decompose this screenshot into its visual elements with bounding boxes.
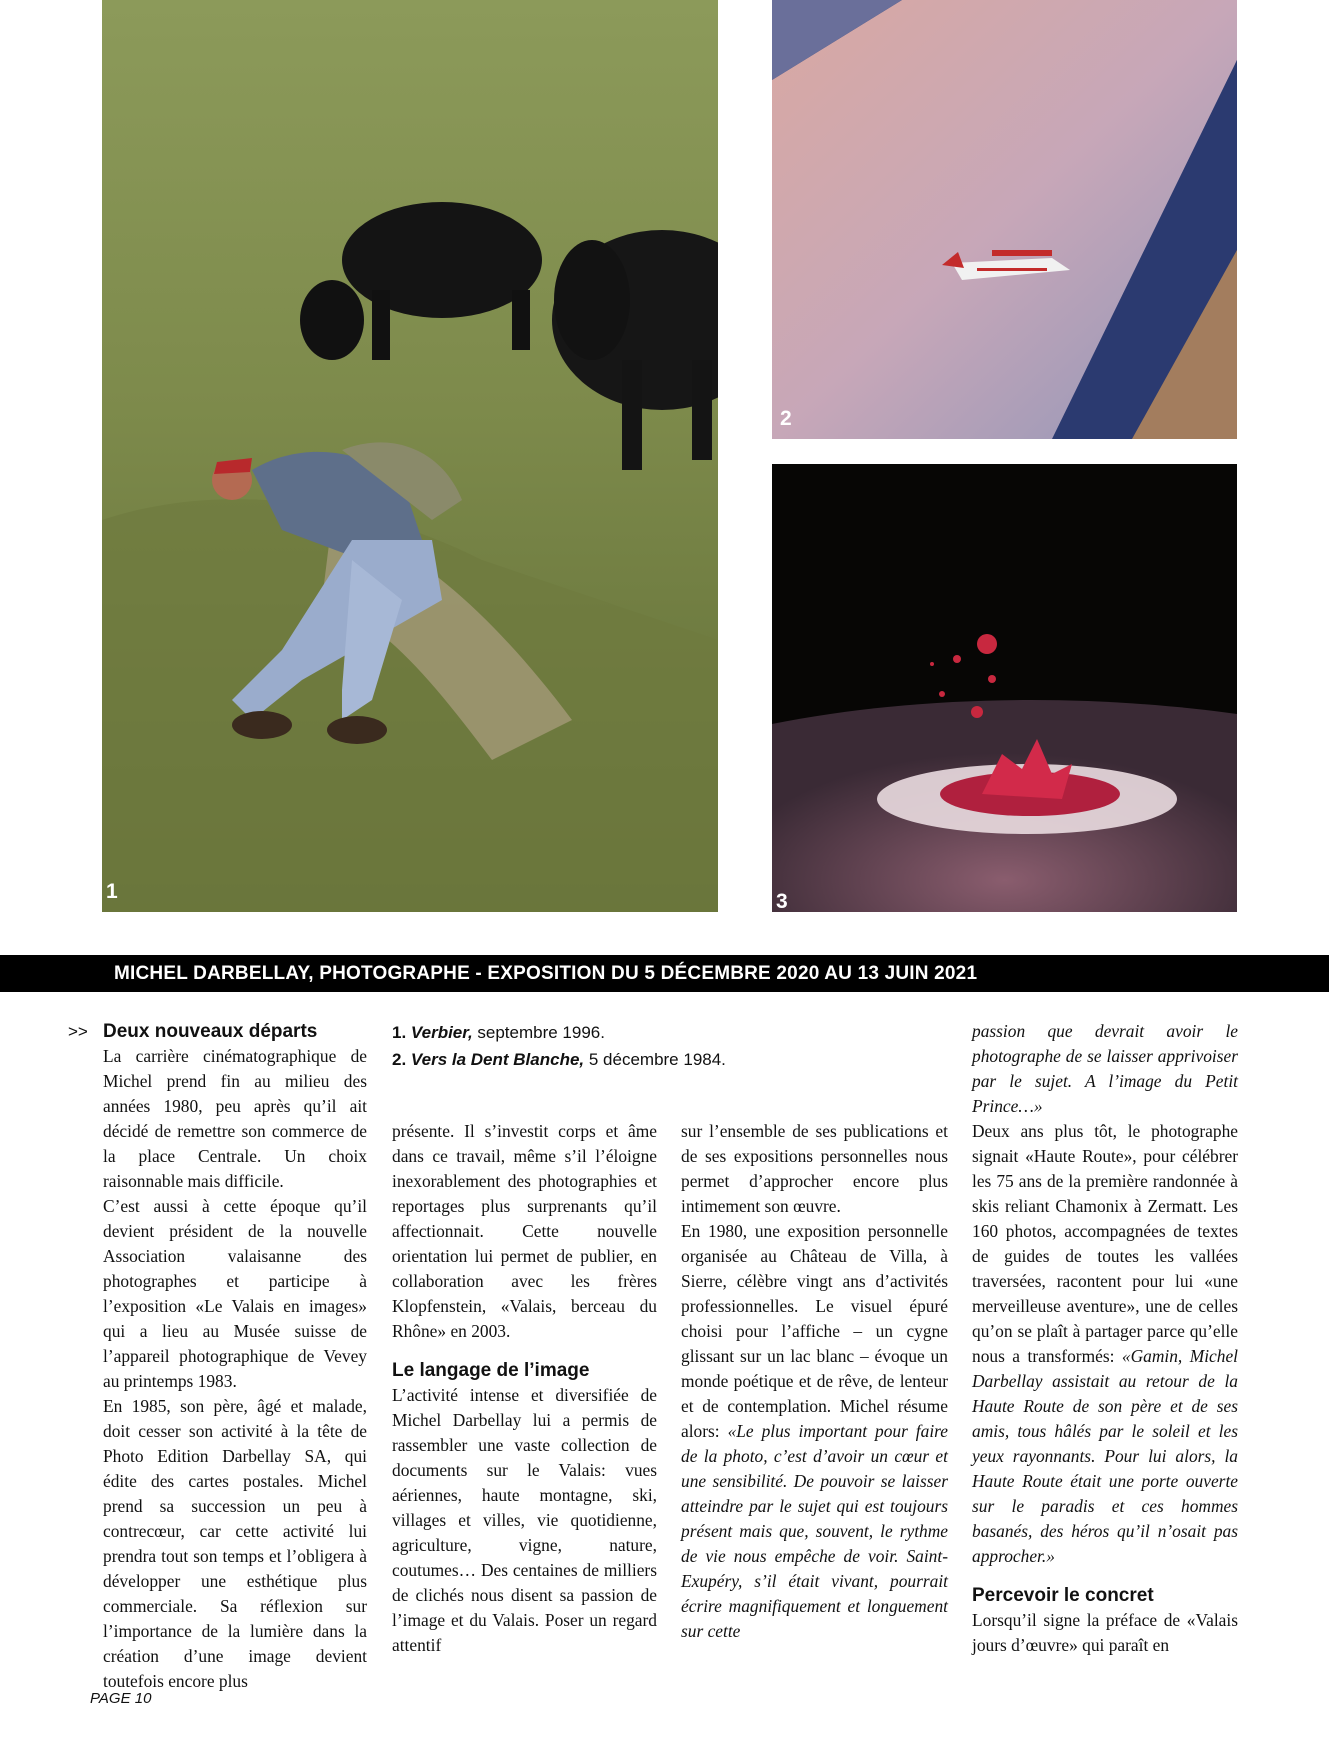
text-column-1 bbox=[103, 1019, 367, 1694]
page-number: PAGE 10 bbox=[90, 1690, 152, 1707]
caption-2 bbox=[392, 1046, 912, 1073]
photo-captions bbox=[392, 1019, 912, 1073]
section-heading-deux-nouveaux-departs: Deux nouveaux départs bbox=[103, 1021, 318, 1042]
photo-number-1: 1 bbox=[106, 880, 118, 903]
text-column-4 bbox=[972, 1019, 1238, 1658]
caption-1 bbox=[392, 1019, 912, 1046]
photo-man-with-cows bbox=[102, 0, 718, 912]
text-column-2 bbox=[392, 1119, 657, 1658]
caption-date: 5 décembre 1984. bbox=[584, 1050, 726, 1069]
caption-title: Vers la Dent Blanche, bbox=[410, 1050, 585, 1069]
photo-number-2: 2 bbox=[780, 407, 792, 430]
paragraph: La carrière cinématographique de Michel prend fin au milieu des années 1980, peu après qu’il ait décidé de remettre son commerce de la place Centrale. Un choix raisonnable mais difficile. bbox=[103, 1046, 367, 1191]
paragraph-text: En 1980, une exposition personnelle organisée au Château de Villa, à Sierre, célèbre vingt ans d’activités professionnelles. Le visuel épuré choisi pour l’affiche – un cygne glissant sur un lac blanc – évoque un monde poétique et de rêve, de lenteur et de contemplation. Michel résume alors: bbox=[681, 1221, 948, 1441]
caption-number: 1. bbox=[392, 1023, 407, 1042]
section-heading-le-langage-de-l-image: Le langage de l’image bbox=[392, 1360, 590, 1381]
photo-number-3: 3 bbox=[776, 890, 788, 912]
text-column-3 bbox=[681, 1119, 948, 1644]
photo-plane-over-snow-image bbox=[772, 0, 1237, 439]
paragraph bbox=[681, 1219, 948, 1644]
paragraph: C’est aussi à cette époque qu’il devient président de la nouvelle Association valaisanne des photographes et participe à l’exposition «Le Valais en images» qui a lieu au Musée suisse de l’appareil photographique de Vevey au printemps 1983. bbox=[103, 1196, 367, 1391]
caption-date: septembre 1996. bbox=[472, 1023, 605, 1042]
paragraph: En 1985, son père, âgé et malade, doit cesser son activité à la tête de Photo Edition Darbellay SA, qui édite des cartes postales. Michel prend sa succession un peu à contrecœur, car cette activité lui prendra tout son temps et l’obligera à développer une esthétique plus commerciale. Sa réflexion sur l’importance de la lumière dans la création d’une image devient toutefois encore plus bbox=[103, 1396, 367, 1691]
caption-number: 2. bbox=[392, 1050, 407, 1069]
photo-red-drop-splash-image bbox=[772, 464, 1237, 912]
paragraph: sur l’ensemble de ses publications et de ses expositions personnelles nous permet d’approcher encore plus intimement son œuvre. bbox=[681, 1121, 948, 1216]
exhibition-banner: MICHEL DARBELLAY, PHOTOGRAPHE - EXPOSITION DU 5 DÉCEMBRE 2020 AU 13 JUIN 2021 bbox=[0, 955, 1329, 992]
paragraph-text: Deux ans plus tôt, le photographe signait «Haute Route», pour célébrer les 75 ans de la première randonnée à skis reliant Chamonix à Zermatt. Les 160 photos, accompagnées de textes de guides de toutes les vallées traversées, racontent pour lui «une merveilleuse aventure», une de celles qu’on se plaît à partager parce qu’elle nous a transformés: bbox=[972, 1121, 1238, 1366]
caption-title: Verbier, bbox=[410, 1023, 473, 1042]
paragraph: présente. Il s’investit corps et âme dans ce travail, même s’il l’éloigne inexorablement des photographies et reportages plus surprenants qu’il affectionnait. Cette nouvelle orientation lui permet de publier, en collaboration avec les frères Klopfenstein, «Valais, berceau du Rhône» en 2003. bbox=[392, 1121, 657, 1341]
section-heading-percevoir-le-concret: Percevoir le concret bbox=[972, 1585, 1154, 1606]
photo-man-with-cows-image bbox=[102, 0, 718, 912]
paragraph bbox=[972, 1119, 1238, 1569]
continuation-arrow: >> bbox=[68, 1022, 88, 1041]
paragraph: Lorsqu’il signe la préface de «Valais jours d’œuvre» qui paraît en bbox=[972, 1610, 1238, 1655]
photo-red-drop-splash bbox=[772, 464, 1237, 912]
photo-plane-over-snow bbox=[772, 0, 1237, 439]
quote-text: «Le plus important pour faire de la photo, c’est d’avoir un cœur et une sensibilité. De pouvoir se laisser atteindre par le sujet qui est toujours présent mais que, souvent, le rythme de vie nous empêche de voir. Saint-Exupéry, s’il était vivant, pourrait écrire magnifiquement et longuement sur cette bbox=[681, 1421, 948, 1641]
paragraph: L’activité intense et diversifiée de Michel Darbellay lui a permis de rassembler une vaste collection de documents sur le Valais: vues aériennes, haute montagne, ski, villages et villes, vie quotidienne, agriculture, vigne, nature, coutumes… Des centaines de milliers de clichés nous disent sa passion de l’image et du Valais. Poser un regard attentif bbox=[392, 1385, 657, 1655]
quote-text: «Gamin, Michel Darbellay assistait au retour de la Haute Route de son père et de ses amis, tous hâlés par le soleil et les yeux rayonnants. Pour lui alors, la Haute Route était une porte ouverte sur le paradis et ces hommes basanés, des héros qu’il n’osait pas approcher.» bbox=[972, 1346, 1238, 1566]
quote-text: passion que devrait avoir le photographe de se laisser apprivoiser par le sujet. A l’image du Petit Prince…» bbox=[972, 1021, 1238, 1116]
